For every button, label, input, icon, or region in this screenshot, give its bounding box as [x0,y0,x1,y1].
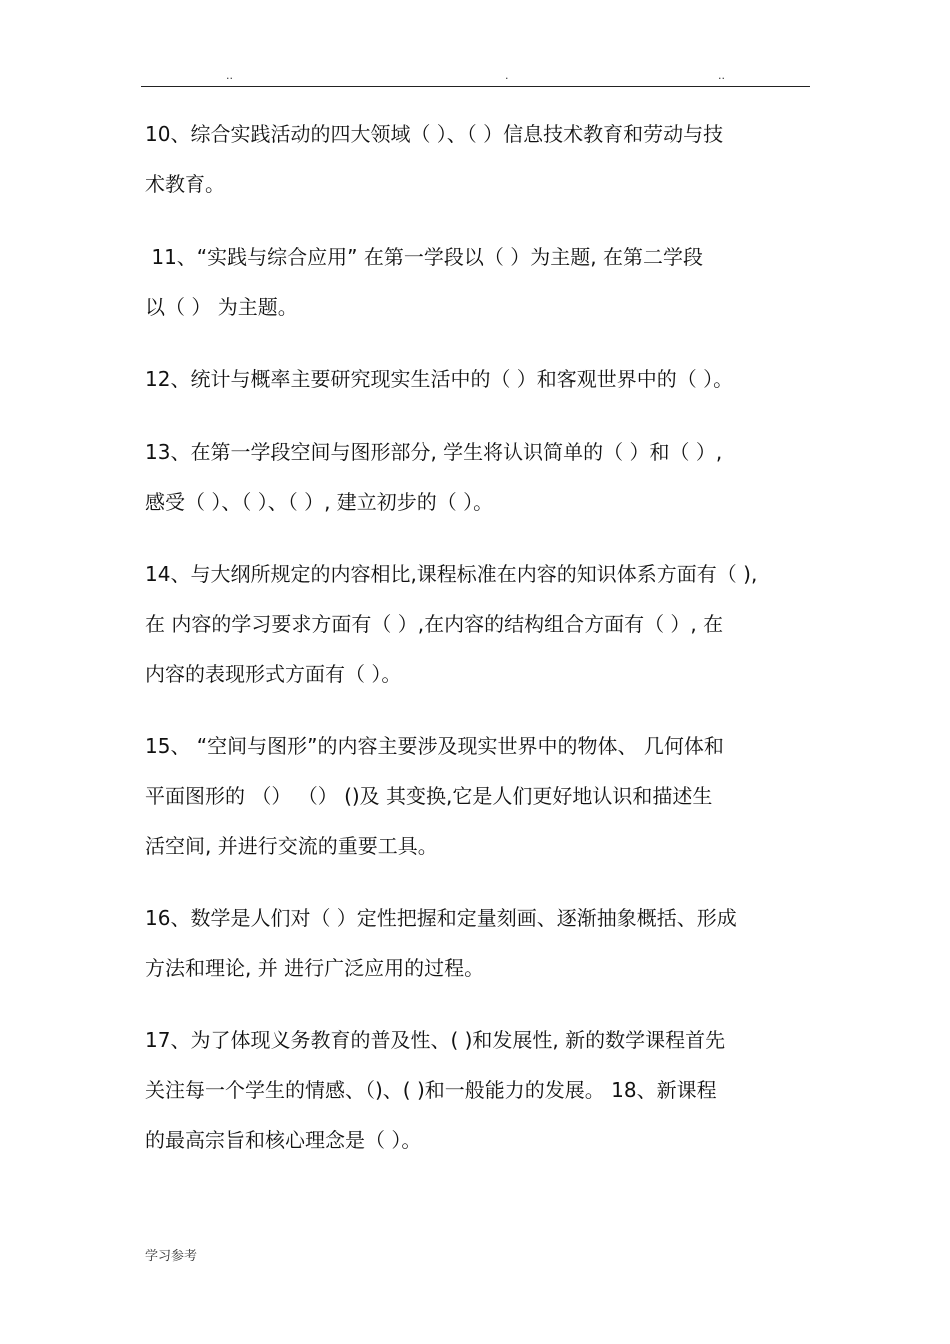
question-line: 14、与大纲所规定的内容相比,课程标准在内容的知识体系方面有（ ), [145,562,758,586]
question-line: 15、 “空间与图形”的内容主要涉及现实世界中的物体、 几何体和 [145,734,724,758]
question-16 [145,906,815,980]
question-12 [145,367,815,391]
question-15 [145,734,815,858]
header-mark-center: . [505,69,509,82]
question-13 [145,440,815,514]
question-17 [145,1028,815,1152]
question-line: 13、在第一学段空间与图形部分, 学生将认识简单的（ ）和（ ）, [145,440,723,464]
question-line: 11、“实践与综合应用” 在第一学段以（ ）为主题, 在第二学段 [145,245,703,269]
question-11 [145,245,815,319]
question-line: 12、统计与概率主要研究现实生活中的（ ）和客观世界中的（ ）。 [145,367,734,391]
header-mark-right: .. [718,69,725,82]
question-line: 感受（ ）、（ ）、（ ）, 建立初步的（ ）。 [145,490,494,514]
question-line: 10、综合实践活动的四大领域（ ）、（ ）信息技术教育和劳动与技 [145,122,724,146]
header-rule [141,86,810,87]
question-line: 内容的表现形式方面有（ ）。 [145,662,402,686]
question-line: 以（ ） 为主题。 [145,295,298,319]
header-mark-left: .. [226,69,233,82]
question-line: 17、为了体现义务教育的普及性、( )和发展性, 新的数学课程首先 [145,1028,726,1052]
question-10 [145,122,815,196]
question-line: 术教育。 [145,172,225,196]
question-line: 活空间, 并进行交流的重要工具。 [145,834,438,858]
question-line: 平面图形的 （） （） ()及 其变换,它是人们更好地认识和描述生 [145,784,713,808]
question-line: 在 内容的学习要求方面有（ ）,在内容的结构组合方面有（ ）, 在 [145,612,724,636]
question-line: 的最高宗旨和核心理念是（ ）。 [145,1128,422,1152]
question-line: 16、数学是人们对（ ）定性把握和定量刻画、逐渐抽象概括、形成 [145,906,737,930]
question-14 [145,562,815,686]
question-line: 关注每一个学生的情感、（)、( )和一般能力的发展。 18、新课程 [145,1078,717,1102]
page-footer: 学习参考 [145,1249,198,1264]
question-line: 方法和理论, 并 进行广泛应用的过程。 [145,956,485,980]
